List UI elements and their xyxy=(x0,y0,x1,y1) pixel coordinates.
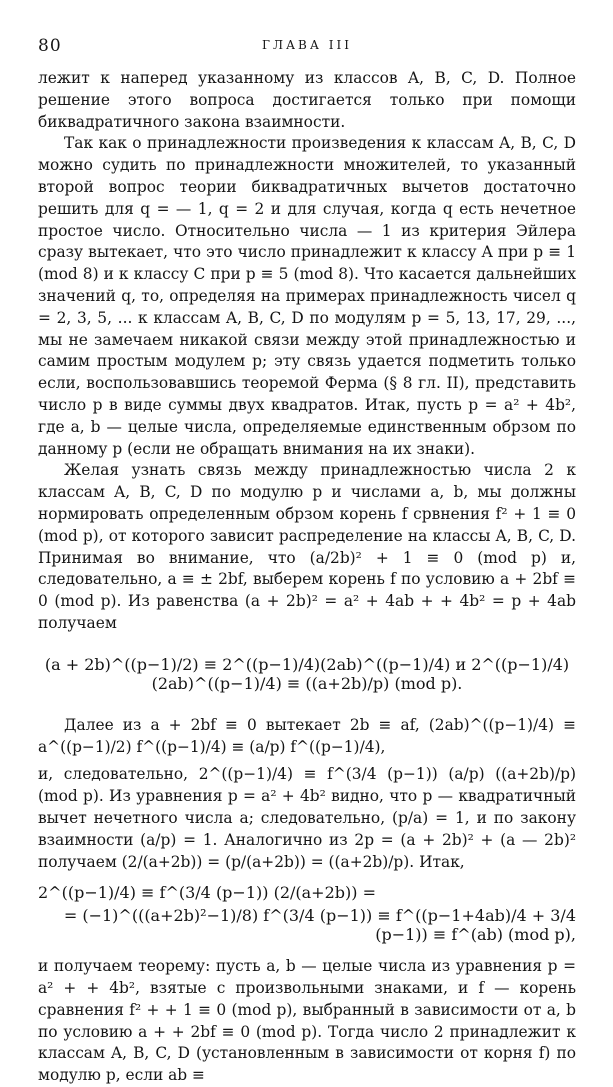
theorem-statement: и получаем теорему: пусть a, b — целые числа из уравнения p = a² + + 4b², взятые с произвольными знаками, и f — корень сравнения f² + + 1 ≡ 0 (mod p), выбранный в зависимости от a, b по условию a + + 2bf ≡ 0 (mod p). Тогда число 2 принадлежит к классам A, B, C, D (установленным в зависимости от корня f) по модулю p, если ab ≡ xyxy=(38,957,576,1085)
chapter-title: ГЛАВА III xyxy=(262,38,352,52)
display-formula: = (−1)^(((a+2b)²−1)/8) f^(3/4 (p−1)) ≡ f^((p−1+4ab)/4 + 3/4 (p−1)) ≡ f^(ab) (mod p), xyxy=(63,906,576,945)
paragraph: Далее из a + 2bf ≡ 0 вытекает 2b ≡ af, (2ab)^((p−1)/4) ≡ a^((p−1)/2) f^((p−1)/4) ≡ (a/p) f^((p−1)/4), xyxy=(38,715,576,756)
display-formula: (a + 2b)^((p−1)/2) ≡ 2^((p−1)/4)(2ab)^((p−1)/4) и 2^((p−1)/4)(2ab)^((p−1)/4) ≡ ((a+2b)/p) (mod p). xyxy=(44,654,570,693)
paragraph: Желая узнать связь между принадлежностью числа 2 к классам A, B, C, D по модулю p и числами a, b, мы должны нормировать определенным обрзом корень f срвнения f² + 1 ≡ 0 (mod p), от которого зависит распределение на классы A, B, C, D. Принимая во внимание, что (a/2b)² + 1 ≡ 0 (mod p) и, следовательно, a ≡ ± 2bf, выберем корень f по условию a + 2bf ≡ 0 (mod p). Из равенства (a + 2b)² = a² + 4ab + + 4b² = p + 4ab получаем xyxy=(38,461,576,632)
page-header xyxy=(38,36,576,62)
paragraph: Так как о принадлежности произведения к классам A, B, C, D можно судить по принадлежности множителей, то указанный второй вопрос теории биквадратичных вычетов достаточно решить для q = — 1, q = 2 и для случая, когда q есть нечетное простое число. Относительно числа — 1 из критерия Эйлера сразу вытекает, что это число принадлежит к классу A при p ≡ 1 (mod 8) и к классу C при p ≡ 5 (mod 8). Что касается дальнейших значений q, то, определяя на примерах принадлежность чисел q = 2, 3, 5, ... к классам A, B, C, D по модулям p = 5, 13, 17, 29, ..., мы не замечаем никакой связи между этой принадлежностью и самим простым модулем p; эту связь удается подметить только если, воспользовавшись теоремой Ферма (§ 8 гл. II), представить число p в виде суммы двух квадратов. Итак, пусть p = a² + 4b², где a, b — целые числа, определяемые единственным обрзом по данному p (если не обращать внимания на их знаки). xyxy=(38,134,576,458)
page xyxy=(38,36,576,1087)
paragraph: и, следовательно, 2^((p−1)/4) ≡ f^(3/4 (p−1)) (a/p) ((a+2b)/p) (mod p). Из уравнения p = a² + 4b² видно, что p — квадратичный вычет нечетного числа a; следовательно, (p/a) = 1, и по закону взаимности (a/p) = 1. Аналогично из 2p = (a + 2b)² + (a — 2b)² получаем (2/(a+2b)) = (p/(a+2b)) = ((a+2b)/p). Итак, xyxy=(38,765,576,871)
display-formula: 2^((p−1)/4) ≡ f^(3/4 (p−1)) (2/(a+2b)) = xyxy=(38,883,376,903)
paragraph: лежит к наперед указанному из классов A, B, C, D. Полное решение этого вопроса достигается только при помощи биквадратичного закона взаимности. xyxy=(38,69,576,131)
page-number: 80 xyxy=(38,36,62,56)
